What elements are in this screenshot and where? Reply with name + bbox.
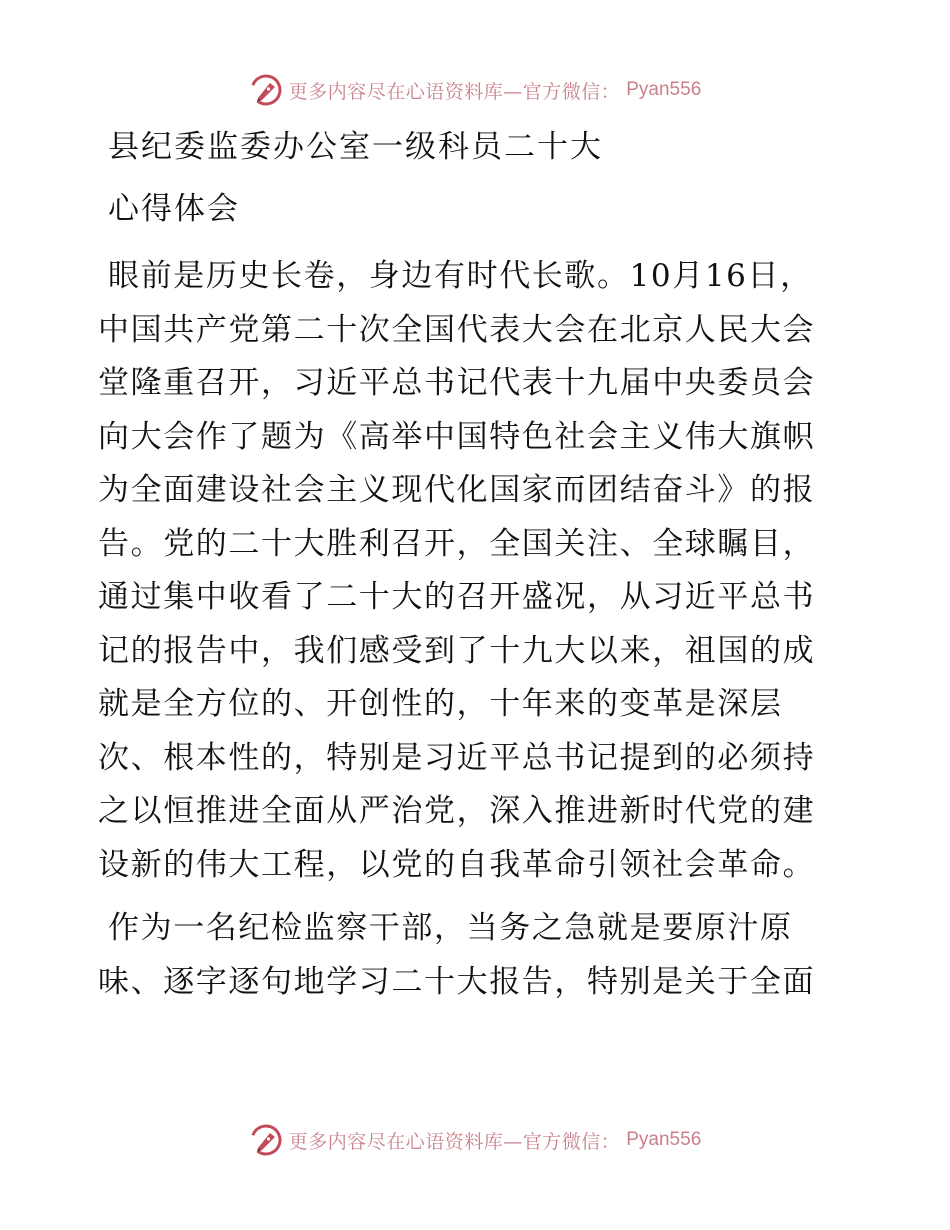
text-line: 通过集中收看了二十大的召开盛况，从习近平总书 [98,579,816,615]
text-line: 堂隆重召开，习近平总书记代表十九届中央委员会 [98,365,816,401]
text-line: 作为一名纪检监察干部，当务之急就是要原汁原 [108,910,793,946]
text-line: 中国共产党第二十次全国代表大会在北京人民大会 [98,311,816,348]
text-line: 就是全方位的、开创性的，十年来的变革是深层 [98,686,783,722]
watermark-text: 更多内容尽在心语资料库—官方微信： [288,1130,621,1153]
watermark-header [0,70,950,110]
text-line: 为全面建设社会主义现代化国家而团结奋斗》的报 [98,472,816,508]
text-line: 记的报告中，我们感受到了十九大以来，祖国的成 [98,632,816,669]
pen-nib-icon [249,73,283,107]
text-line: 设新的伟大工程，以党的自我革命引领社会革命。 [98,846,816,883]
text-line: 眼前是历史长卷，身边有时代长歌。10月16日， [108,258,813,294]
watermark-footer [0,1120,950,1160]
text-line: 味、逐字逐句地学习二十大报告，特别是关于全面 [98,963,816,1000]
watermark-handle: Pyan556 [626,1129,702,1150]
text-line: 告。党的二十大胜利召开，全国关注、全球瞩目， [98,525,816,562]
paragraph-1 [98,250,850,892]
watermark-text: 更多内容尽在心语资料库—官方微信： [288,80,621,103]
doc-title-line-2: 心得体会 [108,191,240,227]
paragraph-2 [98,902,850,1009]
text-line: 向大会作了题为《高举中国特色社会主义伟大旗帜 [98,418,816,455]
text-line: 次、根本性的，特别是习近平总书记提到的必须持 [98,739,816,776]
watermark-handle: Pyan556 [626,79,702,100]
text-line: 之以恒推进全面从严治党，深入推进新时代党的建 [98,793,816,829]
document-body [98,120,850,1009]
pen-nib-icon [249,1123,283,1157]
paragraph-spacer [98,892,850,902]
doc-title-line-1: 县纪委监委办公室一级科员二十大 [108,129,603,165]
